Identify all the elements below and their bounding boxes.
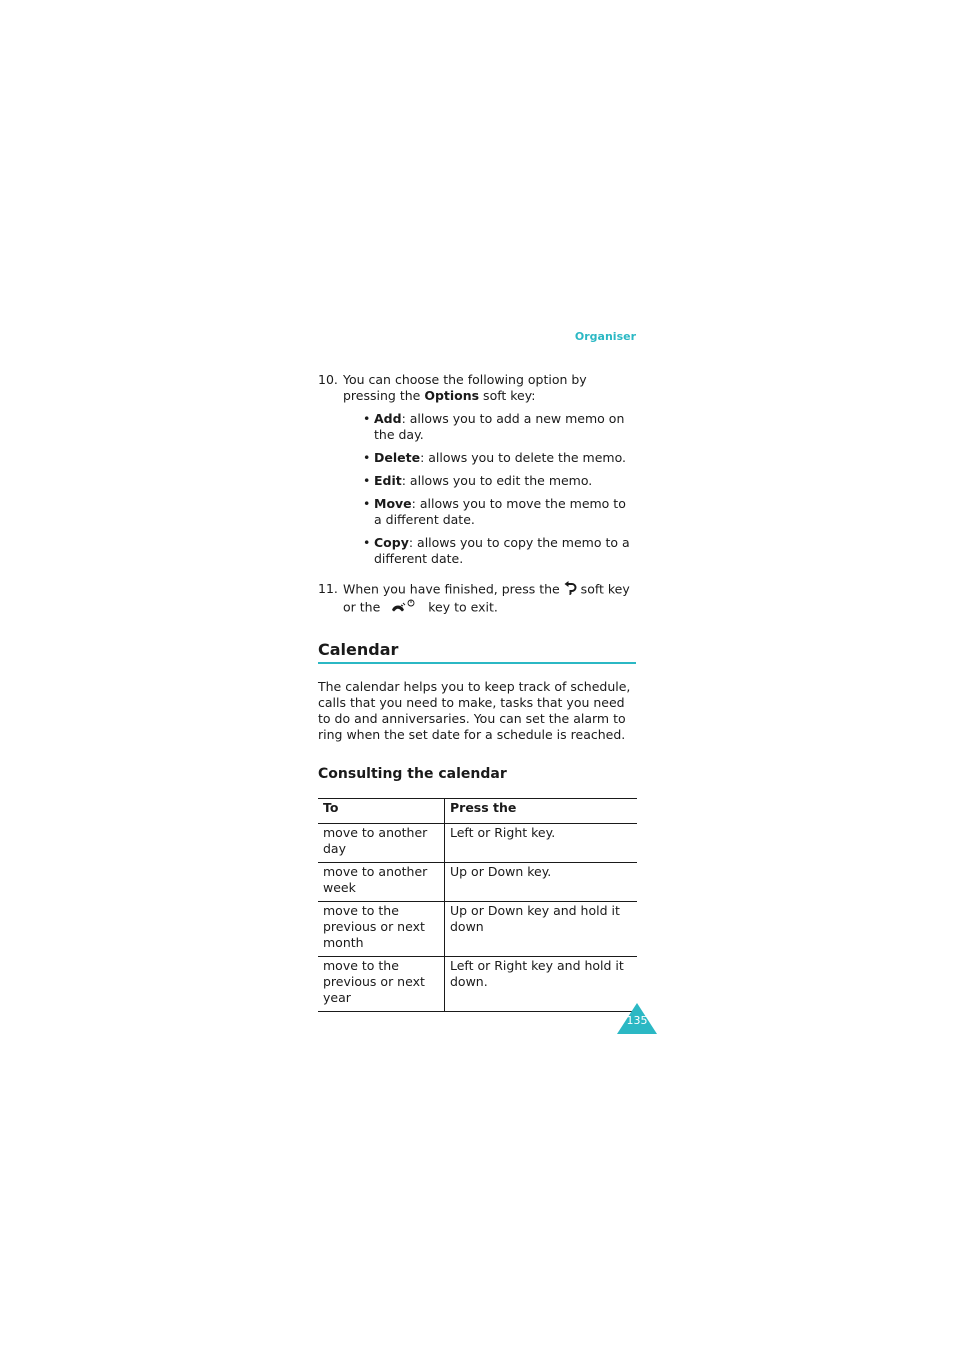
table-cell: Left or Right key. bbox=[450, 825, 556, 840]
options-key-label: Options bbox=[424, 388, 480, 403]
table-row bbox=[318, 957, 637, 1012]
option-desc: : allows you to delete the memo. bbox=[420, 450, 626, 465]
option-term: Move bbox=[374, 496, 412, 511]
page-number-badge bbox=[617, 1003, 657, 1034]
table-cell: Up or Down key. bbox=[450, 864, 552, 879]
end-call-power-icon bbox=[390, 599, 416, 617]
option-item-copy: • Copy: allows you to copy the memo to a different date. bbox=[363, 535, 630, 566]
option-term: Copy bbox=[374, 535, 409, 550]
option-desc: : allows you to move the memo to a different date. bbox=[374, 496, 626, 527]
option-item-edit: • Edit: allows you to edit the memo. bbox=[363, 473, 593, 488]
option-desc: : allows you to copy the memo to a different date. bbox=[374, 535, 630, 566]
section-header: Organiser bbox=[574, 330, 636, 343]
calendar-heading: Calendar bbox=[318, 640, 636, 664]
column-header-press: Press the bbox=[450, 800, 517, 815]
options-list bbox=[343, 411, 636, 567]
step-text: When you have finished, press the bbox=[343, 581, 564, 597]
step-text: soft key or the bbox=[343, 581, 630, 615]
option-desc: : allows you to edit the memo. bbox=[401, 473, 593, 488]
option-term: Edit bbox=[374, 473, 402, 488]
table-cell: move to another day bbox=[318, 824, 445, 863]
step-text: You can choose the following option by pressing the bbox=[343, 372, 587, 403]
step-number: 11. bbox=[318, 581, 338, 596]
table-row bbox=[318, 824, 637, 863]
option-item-move: • Move: allows you to move the memo to a different date. bbox=[363, 496, 626, 527]
option-item-delete: • Delete: allows you to delete the memo. bbox=[363, 450, 626, 465]
table-header-row bbox=[318, 799, 637, 824]
step-text: key to exit. bbox=[424, 599, 498, 615]
table-cell: move to the previous or next month bbox=[318, 902, 445, 957]
table-cell: Up or Down key and hold it down bbox=[450, 903, 620, 934]
option-term: Add bbox=[374, 411, 402, 426]
step-text: soft key: bbox=[479, 388, 536, 403]
back-arrow-icon bbox=[564, 581, 577, 599]
table-row bbox=[318, 902, 637, 957]
step-number: 10. bbox=[318, 372, 338, 387]
consulting-subheading: Consulting the calendar bbox=[318, 766, 507, 782]
step-10 bbox=[318, 372, 636, 567]
page-number: 135 bbox=[626, 1014, 648, 1027]
calendar-keys-table bbox=[318, 798, 637, 1012]
column-header-to: To bbox=[318, 799, 445, 824]
table-cell: move to the previous or next year bbox=[318, 957, 445, 1012]
option-desc: : allows you to add a new memo on the day. bbox=[374, 411, 625, 442]
step-11 bbox=[318, 581, 636, 617]
instructions bbox=[318, 372, 636, 617]
table-row bbox=[318, 863, 637, 902]
calendar-intro: The calendar helps you to keep track of schedule, calls that you need to make, tasks that you need to do and anniversaries. You can set the alarm to ring when the set date for a schedule is reached. bbox=[318, 679, 631, 742]
table-cell: Left or Right key and hold it down. bbox=[450, 958, 624, 989]
option-term: Delete bbox=[374, 450, 421, 465]
table-cell: move to another week bbox=[318, 863, 445, 902]
option-item-add: • Add: allows you to add a new memo on the day. bbox=[363, 411, 625, 442]
